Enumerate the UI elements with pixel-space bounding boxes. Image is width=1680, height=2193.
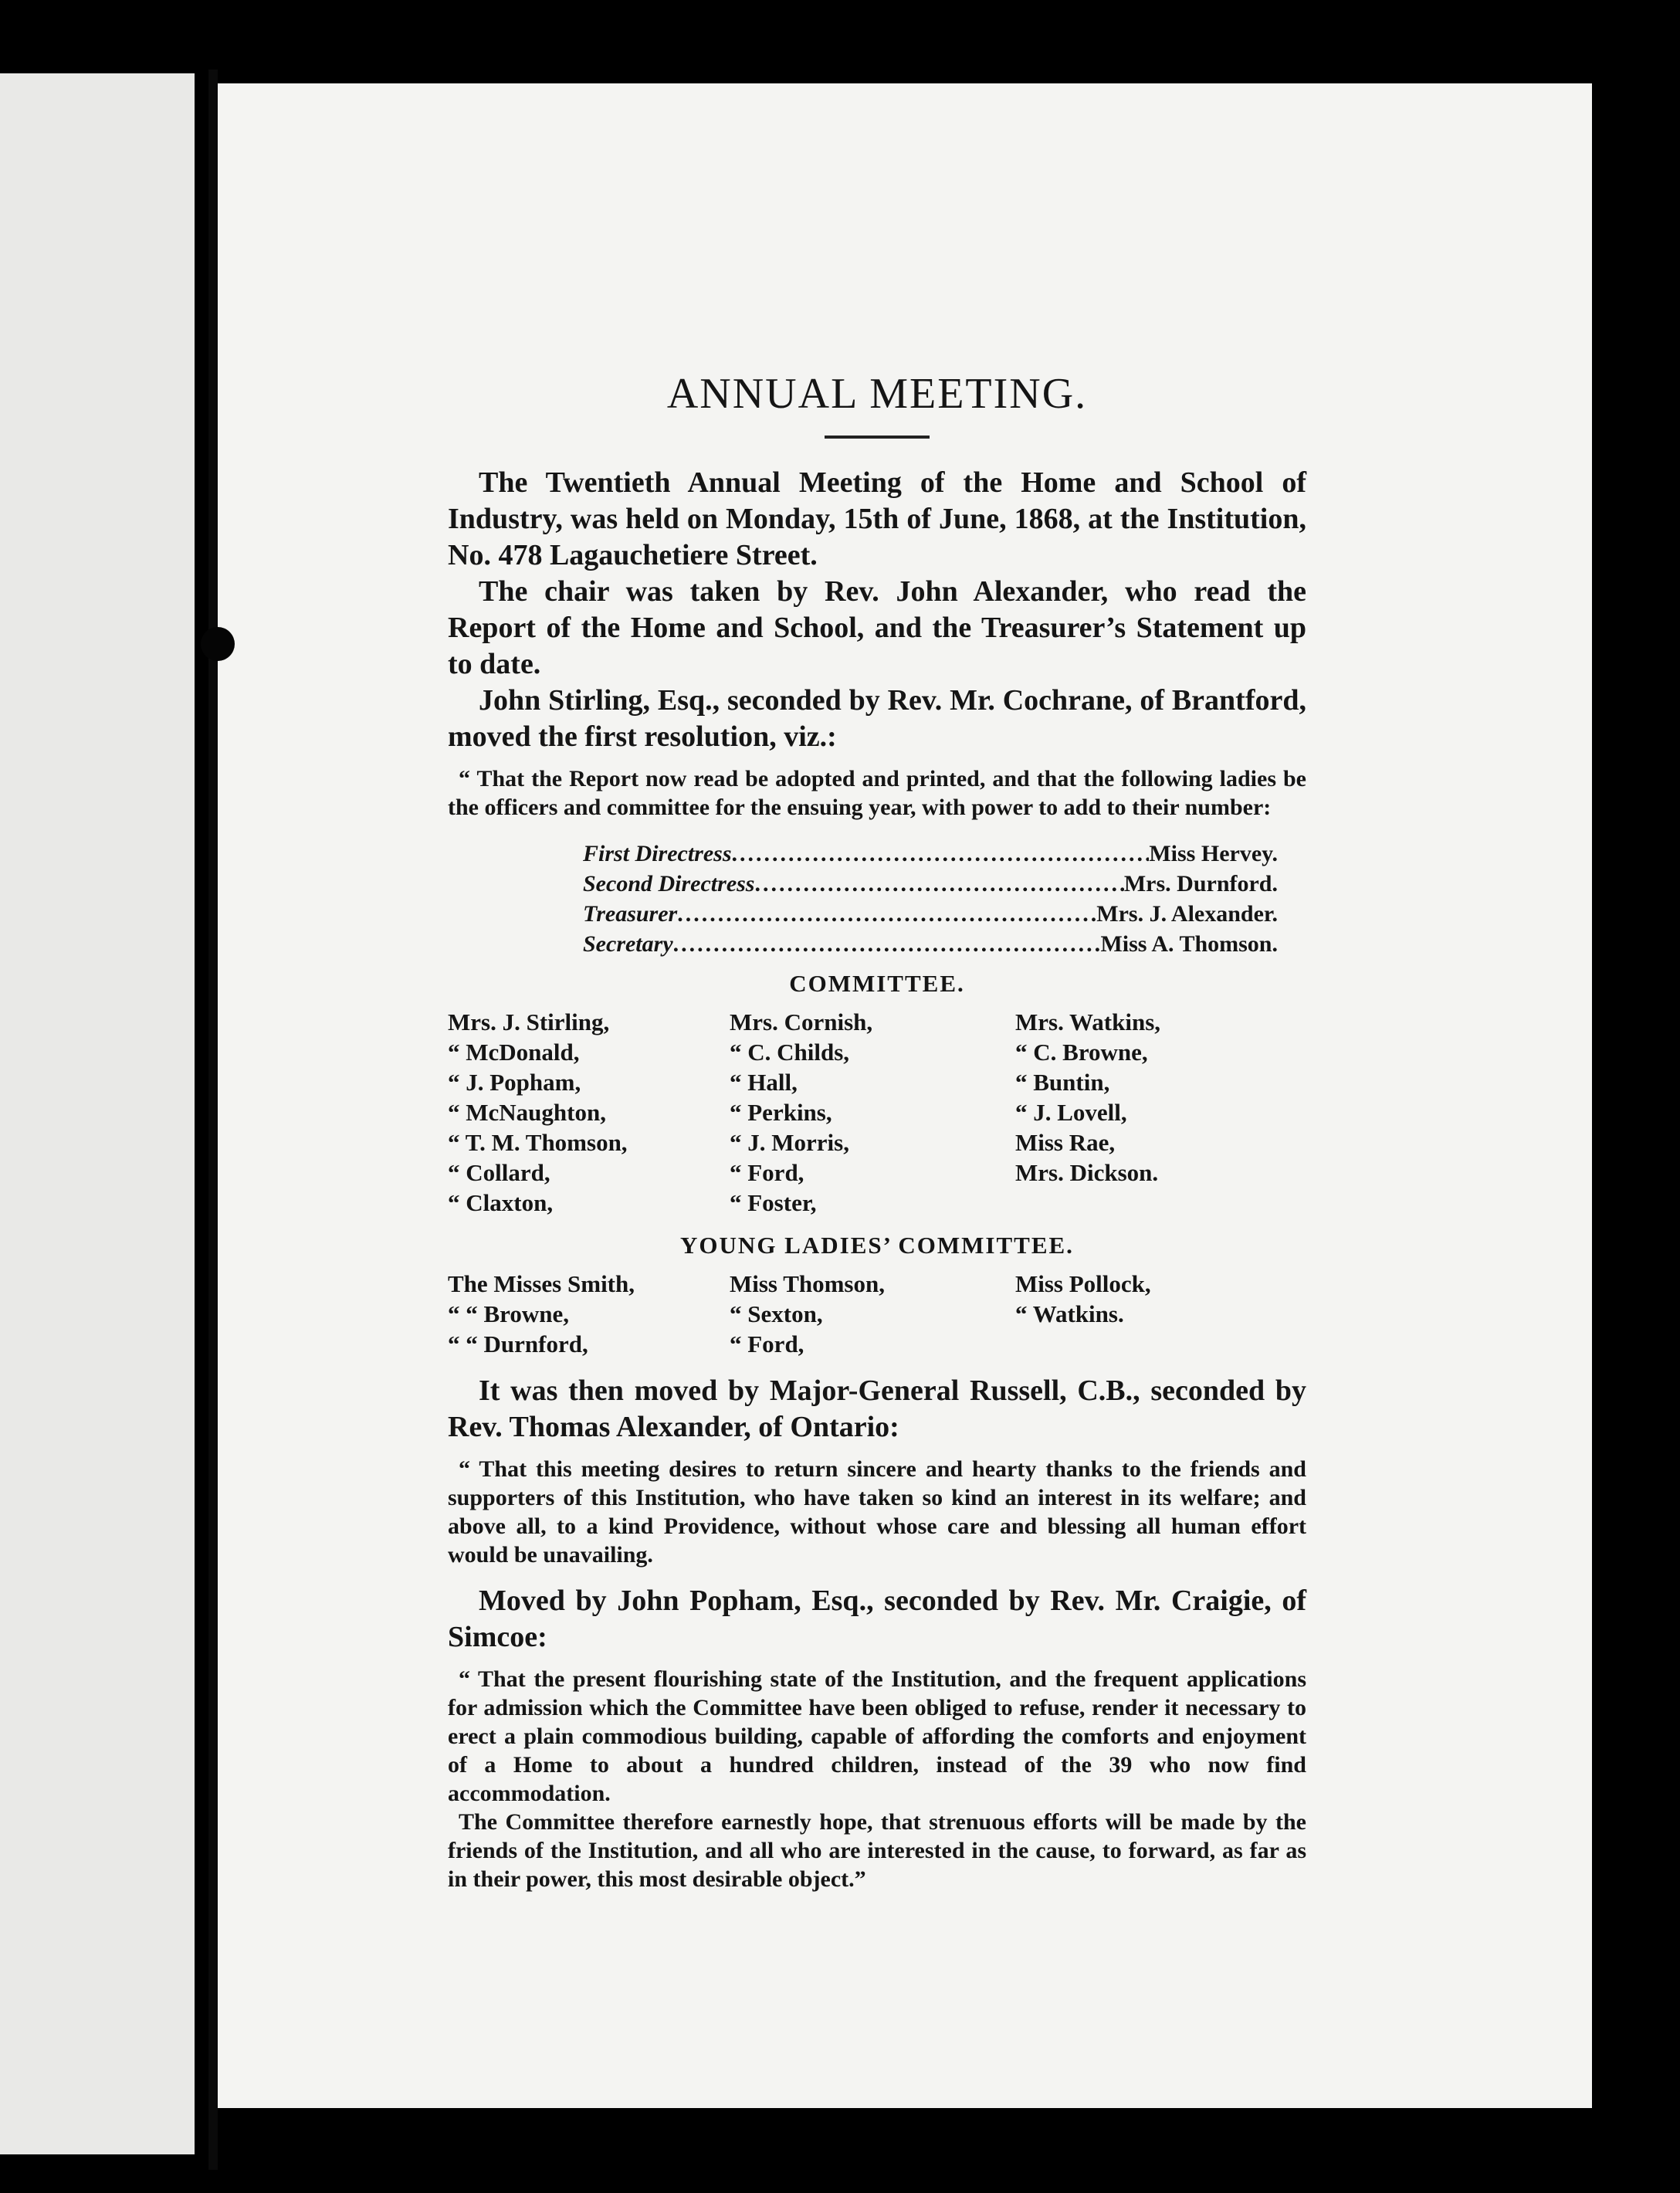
committee-member: “ C. Childs,: [730, 1039, 850, 1066]
officer-row: [583, 899, 1278, 929]
committee-member: Mrs. Watkins,: [1015, 1008, 1161, 1035]
resolution-text: “ That this meeting desires to return sincere and hearty thanks to the friends and supporters of this Institution, who have taken so kind an interest in its welfare; and above all, to a kind Providence, without whose care and blessing all human effort would be unavailing.: [448, 1456, 1306, 1568]
young-committee-member: Miss Pollock,: [1015, 1270, 1151, 1297]
leader-dots: [754, 869, 1123, 899]
committee-member: “ McNaughton,: [448, 1099, 606, 1126]
intro-paragraph: John Stirling, Esq., seconded by Rev. Mr. Cochrane, of Brantford, moved the first resolution, viz.:: [448, 684, 1306, 753]
leader-dots: [673, 929, 1101, 959]
facing-page-edge: [0, 73, 195, 2154]
officer-name: Miss Hervey.: [1149, 841, 1278, 866]
title-rule: [825, 436, 930, 439]
young-committee-member: The Misses Smith,: [448, 1270, 635, 1297]
committee-member: “ J. Morris,: [730, 1129, 849, 1156]
officer-row: [583, 839, 1278, 869]
committee-member: “ Hall,: [730, 1069, 798, 1096]
resolution-text: “ That the Report now read be adopted and printed, and that the following ladies be the officers and committee for the ensuing year, with power to add to their number:: [448, 766, 1306, 820]
leader-dots: [677, 899, 1096, 929]
officer-row: [583, 869, 1278, 899]
committee-member: “ Ford,: [730, 1159, 804, 1186]
young-committee-member: “ “ Browne,: [448, 1300, 570, 1327]
committee-grid: [448, 1007, 1306, 1218]
leader-dots: [732, 839, 1150, 869]
committee-member: “ C. Browne,: [1015, 1039, 1148, 1066]
officers-list: [583, 839, 1278, 959]
page-title: ANNUAL MEETING.: [666, 370, 1088, 418]
binding-hole: [201, 627, 235, 661]
committee-member: “ Perkins,: [730, 1099, 832, 1126]
officer-name: Mrs. J. Alexander.: [1096, 901, 1278, 927]
motion-paragraph: It was then moved by Major-General Russell, C.B., seconded by Rev. Thomas Alexander, of Ontario:: [448, 1374, 1306, 1443]
motion-paragraph: Moved by John Popham, Esq., seconded by Rev. Mr. Craigie, of Simcoe:: [448, 1585, 1306, 1653]
committee-member: “ Collard,: [448, 1159, 550, 1186]
committee-member: “ J. Lovell,: [1015, 1099, 1127, 1126]
committee-member: “ T. M. Thomson,: [448, 1129, 628, 1156]
resolution-text: “ That the present flourishing state of the Institution, and the frequent applications for admission which the Committee have been obliged to refuse, render it necessary to erect a plain commodious building, capable of affording the comforts and enjoyment of a Home to about a hundred children, instead of the 39 who now find accommodation.: [448, 1666, 1306, 1806]
committee-heading: COMMITTEE.: [789, 970, 965, 997]
committee-member: “ J. Popham,: [448, 1069, 581, 1096]
committee-member: “ Claxton,: [448, 1189, 554, 1216]
officer-role: First Directress: [583, 841, 732, 866]
committee-member: Mrs. Dickson.: [1015, 1159, 1159, 1186]
committee-member: Miss Rae,: [1015, 1129, 1116, 1156]
officer-role: Treasurer: [583, 901, 678, 927]
intro-paragraph: The Twentieth Annual Meeting of the Home and School of Industry, was held on Monday, 15th of June, 1868, at the Institution, No. 478 Lagauchetiere Street.: [448, 466, 1306, 571]
committee-member: Mrs. Cornish,: [730, 1008, 873, 1035]
young-committee-member: Miss Thomson,: [730, 1270, 885, 1297]
officer-name: Miss A. Thomson.: [1100, 931, 1278, 957]
officer-role: Second Directress: [583, 871, 755, 897]
committee-member: “ Foster,: [730, 1189, 817, 1216]
resolution-text: The Committee therefore earnestly hope, that strenuous efforts will be made by the friends of the Institution, and all who are interested in the cause, to forward, as far as in their power, this most desirable object.”: [448, 1809, 1306, 1892]
young-committee-member: “ Sexton,: [730, 1300, 823, 1327]
committee-member: Mrs. J. Stirling,: [448, 1008, 610, 1035]
officer-name: Mrs. Durnford.: [1123, 871, 1278, 897]
officer-row: [583, 929, 1278, 959]
young-committee-member: [1015, 1329, 1306, 1359]
committee-member: [1015, 1188, 1306, 1218]
young-committee-member: “ Watkins.: [1015, 1300, 1124, 1327]
page-content: [448, 369, 1306, 1893]
binding-gutter: [208, 69, 218, 2170]
officer-role: Secretary: [583, 931, 673, 957]
intro-paragraph: The chair was taken by Rev. John Alexander, who read the Report of the Home and School, and the Treasurer’s Statement up to date.: [448, 575, 1306, 680]
committee-member: “ Buntin,: [1015, 1069, 1110, 1096]
young-committee-member: “ Ford,: [730, 1330, 804, 1357]
young-committee-member: “ “ Durnford,: [448, 1330, 588, 1357]
committee-member: “ McDonald,: [448, 1039, 580, 1066]
young-committee-heading: YOUNG LADIES’ COMMITTEE.: [680, 1232, 1074, 1259]
young-committee-grid: [448, 1269, 1306, 1359]
